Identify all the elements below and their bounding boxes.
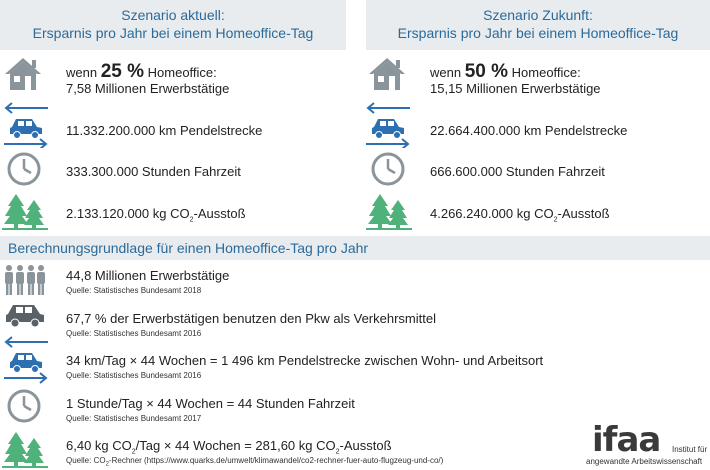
scenario-future-percent-line: wenn 50 % Homeoffice: xyxy=(430,61,581,82)
scenario-current-hours: 333.300.000 Stunden Fahrzeit xyxy=(66,164,241,179)
clock-icon xyxy=(370,151,406,187)
scenario-future-subtitle: Ersparnis pro Jahr bei einem Homeoffice-Tag xyxy=(397,25,679,41)
car-arrows-icon xyxy=(2,336,50,384)
car-arrows-icon xyxy=(364,100,412,148)
scenario-current-workers: 7,58 Millionen Erwerbstätige xyxy=(66,81,230,96)
basis-item-distance: 34 km/Tag × 44 Wochen = 1 496 km Pendelstrecke zwischen Wohn- und Arbeitsort xyxy=(66,353,544,368)
people-icon xyxy=(4,264,46,296)
basis-item-car: 67,7 % der Erwerbstätigen benutzen den Pkw als Verkehrsmittel xyxy=(66,311,436,326)
scenario-current-percent: 25 % xyxy=(100,61,145,82)
basis-item-workers-source: Quelle: Statistisches Bundesamt 2018 xyxy=(66,286,202,295)
scenario-future-percent: 50 % xyxy=(464,61,509,82)
basis-item-co2: 6,40 kg $CO_2$/Tag × 44 Wochen = 281,60 kg $CO_2$-Ausstoß xyxy=(66,438,392,456)
ifaa-logo: ifaa xyxy=(592,420,661,460)
basis-item-distance-source: Quelle: Statistisches Bundesamt 2016 xyxy=(66,371,202,380)
scenario-future-co2: 4.266.240.000 kg $CO_2$-Ausstoß xyxy=(430,206,610,224)
car-arrows-icon xyxy=(2,100,50,148)
car-icon xyxy=(4,302,46,328)
basis-item-hours: 1 Stunde/Tag × 44 Wochen = 44 Stunden Fahrzeit xyxy=(66,396,355,411)
logo-subtitle-line1: Institut für xyxy=(672,445,708,454)
scenario-future-distance: 22.664.400.000 km Pendelstrecke xyxy=(430,123,628,138)
scenario-current-title: Szenario aktuell: xyxy=(121,7,225,23)
scenario-future-workers: 15,15 Millionen Erwerbstätige xyxy=(430,81,601,96)
scenario-future-hours: 666.600.000 Stunden Fahrzeit xyxy=(430,164,605,179)
logo-subtitle-line2: angewandte Arbeitswissenschaft xyxy=(586,457,703,466)
basis-item-co2-source: Quelle: $CO_2$-Rechner (https://www.quarks.de/umwelt/klimawandel/co2-rechner-fuer-auto-flugzeug-und-co/) xyxy=(66,456,444,468)
basis-item-hours-source: Quelle: Statistisches Bundesamt 2017 xyxy=(66,414,202,423)
house-icon xyxy=(4,56,42,92)
basis-header: Berechnungsgrundlage für einen Homeoffice-Tag pro Jahr xyxy=(0,236,710,260)
basis-item-workers: 44,8 Millionen Erwerbstätige xyxy=(66,268,230,283)
scenario-current-subtitle: Ersparnis pro Jahr bei einem Homeoffice-Tag xyxy=(32,25,314,41)
trees-icon xyxy=(2,190,48,230)
scenario-future-header xyxy=(366,0,710,50)
scenario-current-co2: 2.133.120.000 kg $CO_2$-Ausstoß xyxy=(66,206,246,224)
trees-icon xyxy=(366,190,412,230)
scenario-current-header xyxy=(0,0,346,50)
scenario-current-percent-line: wenn 25 % Homeoffice: xyxy=(66,61,217,82)
house-icon xyxy=(368,56,406,92)
scenario-current-distance: 11.332.200.000 km Pendelstrecke xyxy=(66,123,263,138)
basis-item-car-source: Quelle: Statistisches Bundesamt 2016 xyxy=(66,329,202,338)
trees-icon xyxy=(2,428,48,468)
clock-icon xyxy=(6,151,42,187)
clock-icon xyxy=(6,388,42,424)
scenario-future-title: Szenario Zukunft: xyxy=(483,7,593,23)
